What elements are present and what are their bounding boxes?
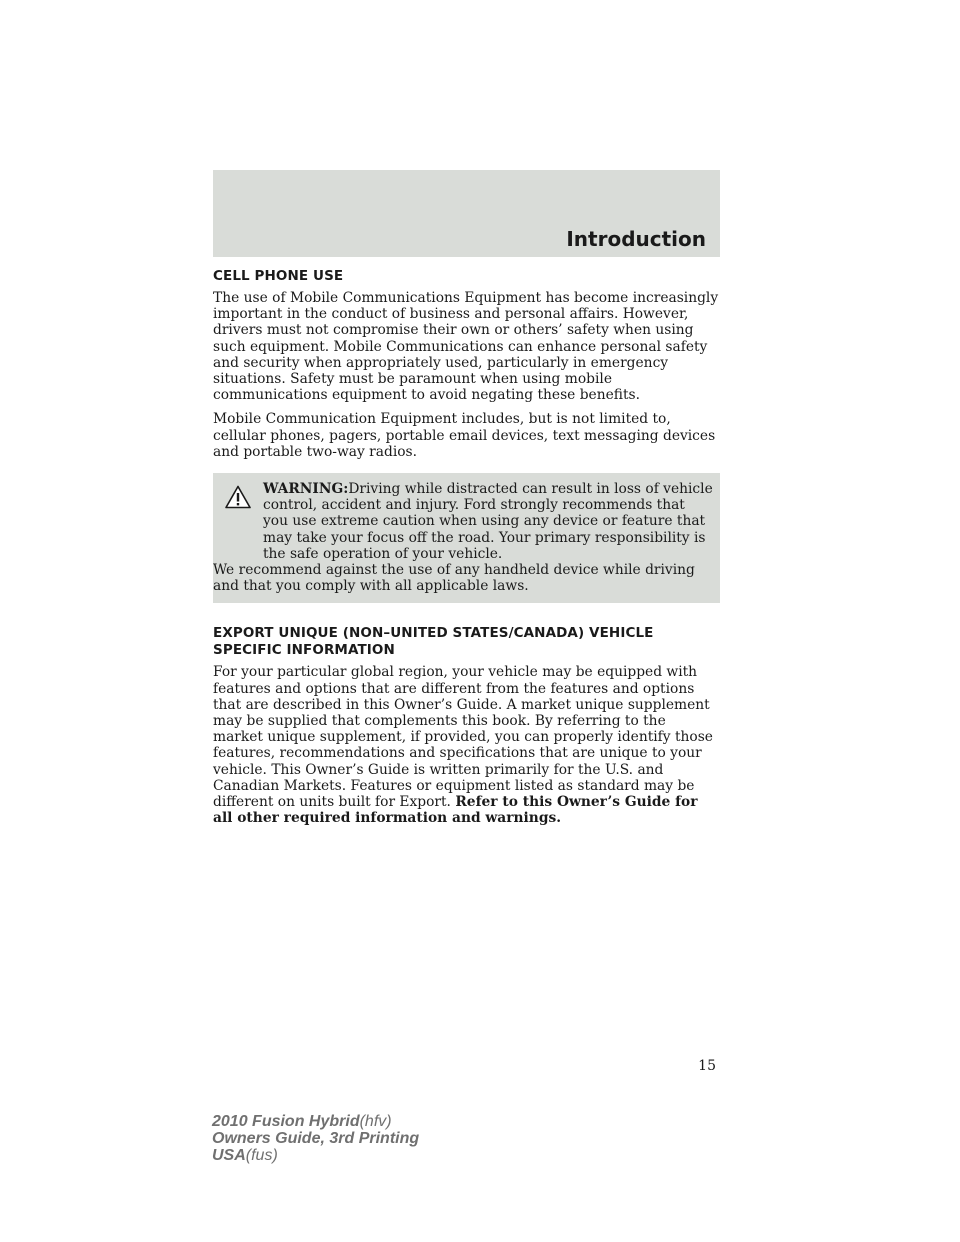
export-paragraph-bold: Refer to this Owner’s Guide for all other required information and warnings. <box>213 794 698 827</box>
page-content <box>213 268 720 834</box>
export-paragraph-text: For your particular global region, your vehicle may be equipped with features and options that are different from the features and options that are described in this Owner’s Guide. A market unique supplement may be supplied that complements this book. By referring to the market unique supplement, if provided, you can properly identify those features, recommendations and specifications that are unique to your vehicle. This Owner’s Guide is written primarily for the U.S. and Canadian Markets. Features or equipment listed as standard may be different on units built for Export. <box>213 664 713 811</box>
warning-box <box>213 473 720 603</box>
section-title: Introduction <box>566 227 706 251</box>
warning-text-1: Driving while distracted can result in loss of vehicle control, accident and injury. Ford strongly recommends that you use extreme caution when using any device or feature that may take your focus off the road. Your primary responsibility is the safe operation of your vehicle. <box>263 481 713 562</box>
export-heading: EXPORT UNIQUE (NON–UNITED STATES/CANADA) VEHICLE SPECIFIC INFORMATION <box>213 625 654 659</box>
footer-line-2 <box>212 1130 419 1147</box>
cell-phone-heading: CELL PHONE USE <box>213 268 344 284</box>
footer-market-code: (fus) <box>245 1147 278 1164</box>
page-number: 15 <box>698 1058 716 1074</box>
cell-phone-paragraph-1: The use of Mobile Communications Equipment has become increasingly important in the conduct of business and personal affairs. However, drivers must not compromise their own or others’ safety when using such equipment. Mobile Communications can enhance personal safety and security when appropriately used, particularly in emergency situations. Safety must be paramount when using mobile communications equipment to avoid negating these benefits. <box>213 290 719 404</box>
footer-market: USA <box>212 1147 246 1164</box>
footer-model-code: (hfv) <box>359 1113 392 1130</box>
footer-imprint <box>212 1113 419 1164</box>
warning-text <box>213 481 714 562</box>
warning-label: WARNING: <box>263 481 349 498</box>
footer-guide: Owners Guide, 3rd Printing <box>212 1130 420 1147</box>
section-header <box>213 170 720 257</box>
footer-model: 2010 Fusion Hybrid <box>212 1113 360 1130</box>
cell-phone-paragraph-2: Mobile Communication Equipment includes, but is not limited to, cellular phones, pagers, portable email devices, text messaging devices and portable two-way radios. <box>213 411 716 460</box>
warning-triangle-icon <box>225 485 251 509</box>
export-paragraph <box>213 664 720 826</box>
warning-text-2: We recommend against the use of any handheld device while driving and that you comply with all applicable laws. <box>213 562 695 595</box>
footer-line-3 <box>212 1147 419 1164</box>
footer-line-1 <box>212 1113 419 1130</box>
